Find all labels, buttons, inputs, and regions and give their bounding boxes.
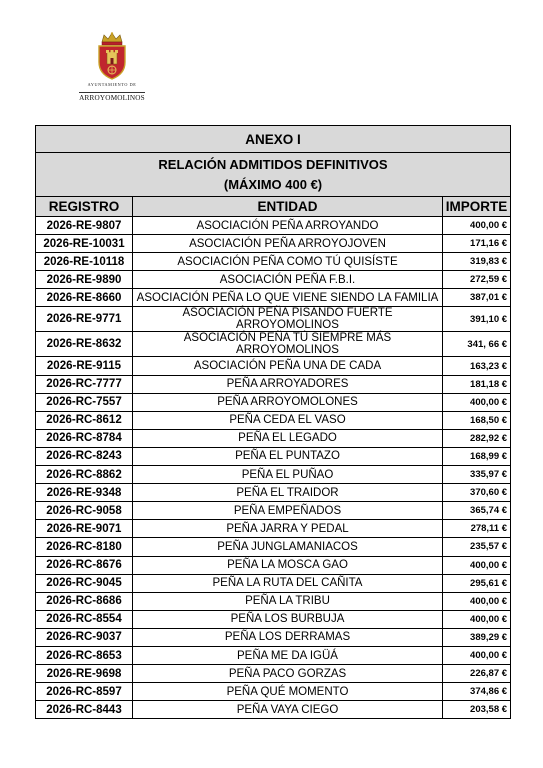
cell-importe: 272,59 € [443, 271, 511, 289]
cell-entidad: PEÑA LA RUTA DEL CAÑITA [133, 574, 443, 592]
cell-importe: 400,00 € [443, 646, 511, 664]
cell-registro: 2026-RC-8554 [36, 610, 133, 628]
table-row [36, 217, 511, 235]
cell-entidad: PEÑA JUNGLAMANIACOS [133, 538, 443, 556]
cell-entidad: PEÑA VAYA CIEGO [133, 701, 443, 719]
table-row [36, 447, 511, 465]
cell-entidad: PEÑA ARROYADORES [133, 375, 443, 393]
table-row [36, 393, 511, 411]
column-header-importe: IMPORTE [443, 197, 511, 217]
table-row [36, 520, 511, 538]
coat-of-arms-icon [94, 32, 130, 80]
cell-importe: 282,92 € [443, 429, 511, 447]
cell-registro: 2026-RE-10118 [36, 253, 133, 271]
cell-entidad: ASOCIACIÓN PEÑA COMO TÚ QUISÍSTE [133, 253, 443, 271]
cell-registro: 2026-RC-7557 [36, 393, 133, 411]
table-row [36, 289, 511, 307]
cell-importe: 400,00 € [443, 610, 511, 628]
cell-importe: 400,00 € [443, 217, 511, 235]
table-row [36, 556, 511, 574]
cell-importe: 235,57 € [443, 538, 511, 556]
table-row [36, 411, 511, 429]
cell-importe: 168,99 € [443, 447, 511, 465]
cell-importe: 400,00 € [443, 556, 511, 574]
cell-entidad: PEÑA EL TRAIDOR [133, 484, 443, 502]
cell-entidad: PEÑA EL PUÑAO [133, 466, 443, 484]
cell-importe: 168,50 € [443, 411, 511, 429]
cell-importe: 365,74 € [443, 502, 511, 520]
cell-entidad: PEÑA EL LEGADO [133, 429, 443, 447]
cell-entidad: ASOCIACIÓN PEÑA LO QUE VIENE SIENDO LA FAMILIA [133, 289, 443, 307]
cell-importe: 370,60 € [443, 484, 511, 502]
cell-importe: 295,61 € [443, 574, 511, 592]
table-row [36, 253, 511, 271]
table-row [36, 235, 511, 253]
cell-entidad: PEÑA LA MOSCA GAO [133, 556, 443, 574]
table-row [36, 574, 511, 592]
column-header-entidad: ENTIDAD [133, 197, 443, 217]
cell-registro: 2026-RC-8180 [36, 538, 133, 556]
cell-registro: 2026-RE-8660 [36, 289, 133, 307]
cell-entidad: PEÑA ARROYOMOLONES [133, 393, 443, 411]
cell-registro: 2026-RC-8676 [36, 556, 133, 574]
cell-registro: 2026-RE-9348 [36, 484, 133, 502]
cell-registro: 2026-RC-8612 [36, 411, 133, 429]
cell-importe: 387,01 € [443, 289, 511, 307]
table-body [36, 217, 511, 719]
table-row [36, 357, 511, 375]
cell-entidad: ASOCIACIÓN PEÑA ARROYANDO [133, 217, 443, 235]
cell-entidad: PEÑA PACO GORZAS [133, 665, 443, 683]
cell-importe: 400,00 € [443, 592, 511, 610]
cell-registro: 2026-RC-7777 [36, 375, 133, 393]
table-row [36, 610, 511, 628]
cell-registro: 2026-RE-9771 [36, 307, 133, 332]
cell-registro: 2026-RE-9890 [36, 271, 133, 289]
cell-registro: 2026-RE-10031 [36, 235, 133, 253]
cell-entidad: PEÑA ME DA IGÜÁ [133, 646, 443, 664]
table-row [36, 375, 511, 393]
cell-registro: 2026-RC-9045 [36, 574, 133, 592]
table-row [36, 538, 511, 556]
cell-importe: 391,10 € [443, 307, 511, 332]
cell-entidad: PEÑA LOS DERRAMAS [133, 628, 443, 646]
logo-caption-top: AYUNTAMIENTO DE [87, 82, 137, 87]
cell-entidad: PEÑA QUÉ MOMENTO [133, 683, 443, 701]
cell-importe: 203,58 € [443, 701, 511, 719]
table-subtitle [36, 153, 511, 197]
cell-registro: 2026-RE-9071 [36, 520, 133, 538]
table-row [36, 683, 511, 701]
cell-importe: 389,29 € [443, 628, 511, 646]
cell-entidad: PEÑA JARRA Y PEDAL [133, 520, 443, 538]
cell-importe: 171,16 € [443, 235, 511, 253]
table-row [36, 646, 511, 664]
cell-importe: 319,83 € [443, 253, 511, 271]
cell-registro: 2026-RC-8686 [36, 592, 133, 610]
municipal-logo [72, 32, 152, 102]
cell-entidad: PEÑA EL PUNTAZO [133, 447, 443, 465]
cell-registro: 2026-RC-8862 [36, 466, 133, 484]
table-row [36, 628, 511, 646]
cell-registro: 2026-RE-9807 [36, 217, 133, 235]
cell-registro: 2026-RC-8653 [36, 646, 133, 664]
column-header-registro: REGISTRO [36, 197, 133, 217]
table-row [36, 307, 511, 332]
table-row [36, 701, 511, 719]
cell-importe: 181,18 € [443, 375, 511, 393]
subtitle-line-2: (MÁXIMO 400 €) [223, 176, 323, 192]
cell-entidad: PEÑA EMPEÑADOS [133, 502, 443, 520]
cell-registro: 2026-RC-9058 [36, 502, 133, 520]
table-row [36, 592, 511, 610]
table-title: ANEXO I [36, 126, 511, 153]
cell-importe: 278,11 € [443, 520, 511, 538]
logo-caption-name: ARROYOMOLINOS [79, 94, 145, 102]
table-row [36, 271, 511, 289]
table-row [36, 502, 511, 520]
cell-registro: 2026-RE-9698 [36, 665, 133, 683]
cell-importe: 374,86 € [443, 683, 511, 701]
table-row [36, 429, 511, 447]
cell-importe: 341, 66 € [443, 332, 511, 357]
cell-registro: 2026-RE-9115 [36, 357, 133, 375]
admitted-list-table [35, 125, 511, 719]
cell-entidad: ASOCIACIÓN PEÑA F.B.I. [133, 271, 443, 289]
cell-entidad: ASOCIACIÓN PEÑA TÚ SIEMPRE MÁS ARROYOMOLINOS [133, 332, 443, 357]
cell-entidad: ASOCIACIÓN PEÑA PISANDO FUERTE ARROYOMOLINOS [133, 307, 443, 332]
cell-registro: 2026-RC-9037 [36, 628, 133, 646]
table-row [36, 466, 511, 484]
cell-registro: 2026-RC-8443 [36, 701, 133, 719]
cell-importe: 400,00 € [443, 393, 511, 411]
cell-entidad: ASOCIACIÓN PEÑA UNA DE CADA [133, 357, 443, 375]
cell-entidad: PEÑA LOS BURBUJA [133, 610, 443, 628]
cell-importe: 335,97 € [443, 466, 511, 484]
cell-importe: 163,23 € [443, 357, 511, 375]
cell-registro: 2026-RE-8632 [36, 332, 133, 357]
subtitle-line-1: RELACIÓN ADMITIDOS DEFINITIVOS [158, 156, 388, 172]
table-row [36, 484, 511, 502]
cell-registro: 2026-RC-8243 [36, 447, 133, 465]
cell-entidad: PEÑA CEDA EL VASO [133, 411, 443, 429]
table-row [36, 332, 511, 357]
table-row [36, 665, 511, 683]
cell-entidad: ASOCIACIÓN PEÑA ARROYOJOVEN [133, 235, 443, 253]
cell-entidad: PEÑA LA TRIBU [133, 592, 443, 610]
cell-registro: 2026-RC-8784 [36, 429, 133, 447]
cell-importe: 226,87 € [443, 665, 511, 683]
cell-registro: 2026-RC-8597 [36, 683, 133, 701]
